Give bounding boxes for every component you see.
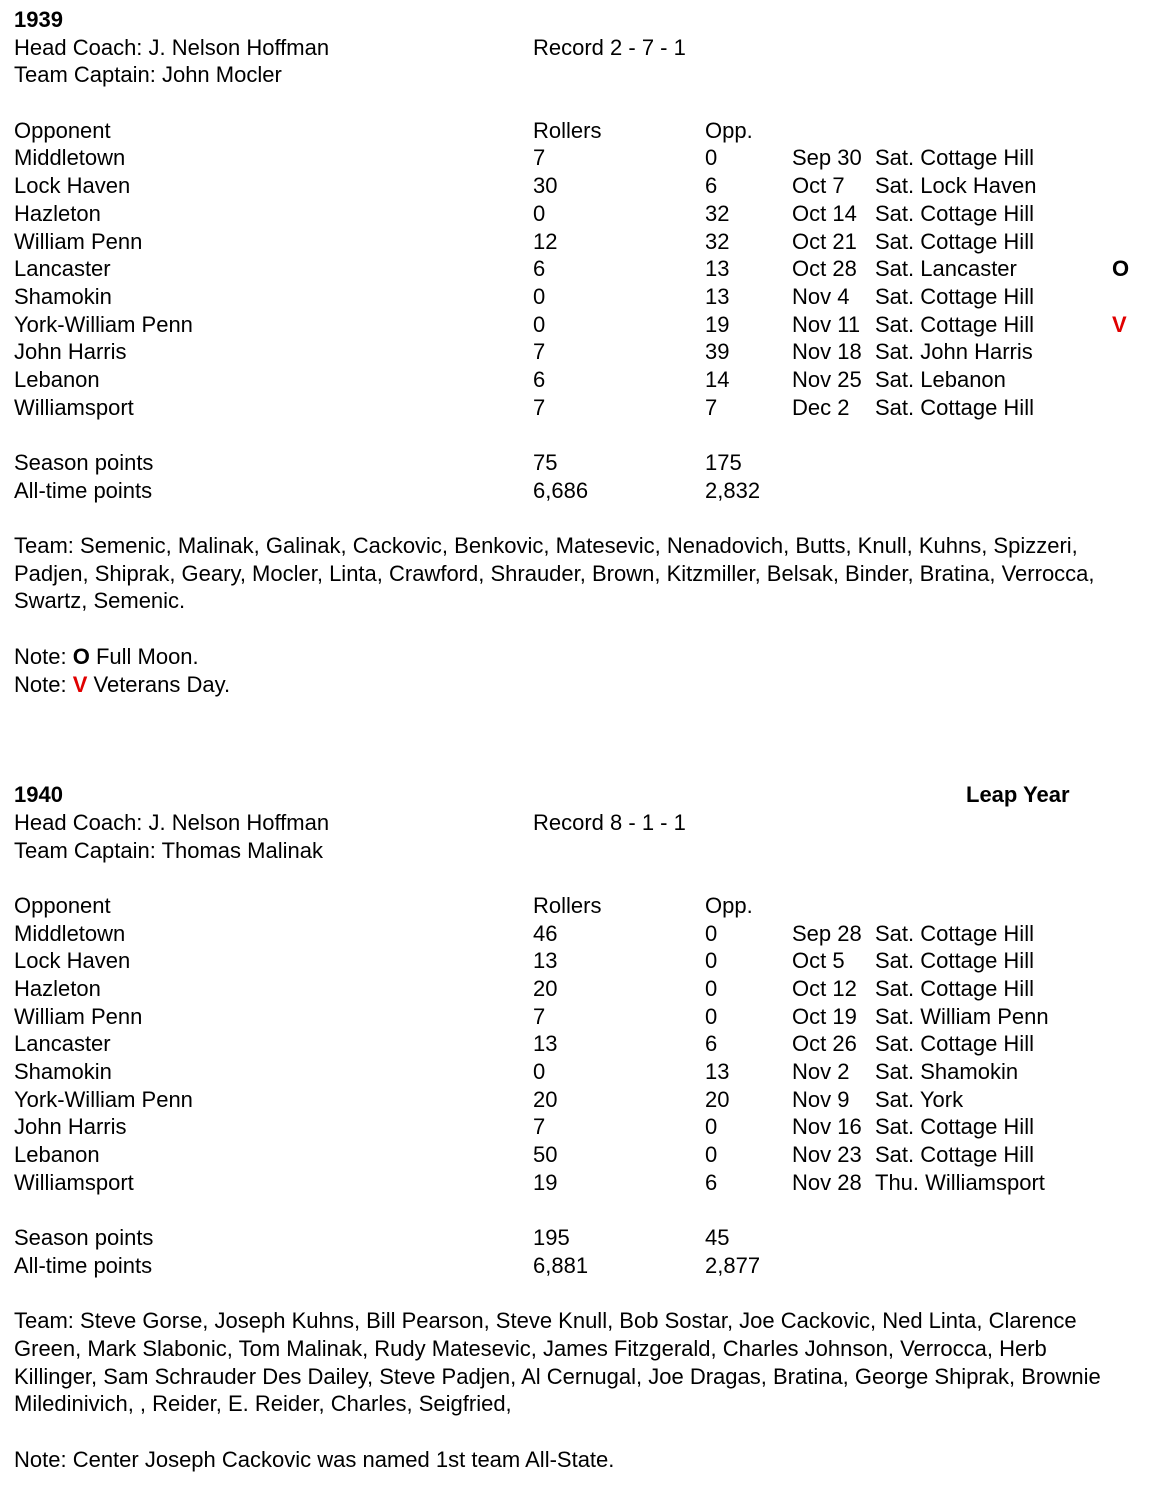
game-row	[14, 1141, 1144, 1169]
game-opp-score: 0	[705, 1142, 718, 1168]
header-opponent: Opponent	[14, 892, 111, 918]
game-date: Nov 28	[792, 1169, 862, 1195]
game-day-place: Sat. Cottage Hill	[875, 200, 1034, 226]
head-coach: Head Coach: J. Nelson Hoffman	[14, 34, 330, 60]
header-opponent: Opponent	[14, 117, 111, 143]
season-section-1939	[14, 6, 1144, 781]
game-rollers-score: 7	[533, 1003, 546, 1029]
game-opp-score: 39	[705, 339, 730, 365]
season-record: Record 2 - 7 - 1	[533, 34, 686, 60]
game-rollers-score: 13	[533, 1031, 558, 1057]
game-opponent: Middletown	[14, 145, 126, 171]
alltime-points-row	[14, 1252, 1144, 1280]
game-date: Nov 9	[792, 1086, 850, 1112]
game-day-place: Sat. Cottage Hill	[875, 394, 1034, 420]
game-row	[14, 1003, 1144, 1031]
game-opp-score: 6	[705, 1169, 718, 1195]
game-opponent: Williamsport	[14, 394, 134, 420]
game-opponent: Shamokin	[14, 283, 112, 309]
game-opponent: Lock Haven	[14, 173, 131, 199]
table-header	[14, 117, 1144, 145]
season-extra-note: Leap Year	[966, 782, 1070, 808]
game-opponent: John Harris	[14, 1114, 127, 1140]
game-row	[14, 1030, 1144, 1058]
game-opp-score: 32	[705, 228, 730, 254]
game-row	[14, 228, 1144, 256]
header-opp: Opp.	[705, 892, 753, 918]
team-captain: Team Captain: John Mocler	[14, 62, 282, 88]
game-rollers-score: 20	[533, 1086, 558, 1112]
game-rollers-score: 30	[533, 173, 558, 199]
season-points-label: Season points	[14, 450, 154, 475]
game-rollers-score: 50	[533, 1142, 558, 1168]
game-day-place: Sat. John Harris	[875, 339, 1033, 365]
header-rollers: Rollers	[533, 892, 602, 918]
game-rollers-score: 6	[533, 256, 546, 282]
spacer	[14, 1280, 1144, 1308]
team-captain: Team Captain: Thomas Malinak	[14, 837, 323, 863]
game-rollers-score: 7	[533, 145, 546, 171]
season-points-row	[14, 449, 1144, 477]
game-day-place: Sat. Cottage Hill	[875, 1114, 1034, 1140]
year-line	[14, 781, 1144, 809]
alltime-points-label: All-time points	[14, 1252, 153, 1278]
game-row	[14, 311, 1144, 339]
alltime-points-opp: 2,877	[705, 1252, 761, 1278]
game-opp-score: 13	[705, 283, 730, 309]
game-opp-score: 20	[705, 1086, 730, 1112]
game-date: Nov 16	[792, 1114, 862, 1140]
game-day-place: Sat. Cottage Hill	[875, 976, 1034, 1002]
game-opp-score: 0	[705, 976, 718, 1002]
game-opp-score: 0	[705, 145, 718, 171]
game-rollers-score: 6	[533, 366, 546, 392]
game-date: Oct 26	[792, 1031, 857, 1057]
game-date: Oct 5	[792, 948, 845, 974]
game-rollers-score: 0	[533, 1059, 546, 1085]
game-rollers-score: 19	[533, 1169, 558, 1195]
game-date: Nov 25	[792, 366, 862, 392]
game-rollers-score: 7	[533, 394, 546, 420]
game-row	[14, 172, 1144, 200]
team-roster: Team: Steve Gorse, Joseph Kuhns, Bill Pearson, Steve Knull, Bob Sostar, Joe Cackovic, Ned Linta, Clarence Green, Mark Slabonic, Tom Malinak, Rudy Matesevic, James Fitzgerald, Charles Johnson, Verrocca, Herb Killinger, Sam Schrauder Des Dailey, Steve Padjen, Al Cernugal, Joe Dragas, Bratina, George Shiprak, Brownie Miledinivich, , Reider, E. Reider, Charles, Seigfried,	[14, 1308, 1101, 1417]
coach-line	[14, 809, 1144, 837]
game-row	[14, 1058, 1144, 1086]
game-opponent: William Penn	[14, 228, 143, 254]
game-opponent: Middletown	[14, 920, 126, 946]
game-day-place: Sat. Lebanon	[875, 366, 1006, 392]
captain-line	[14, 61, 1144, 89]
section-gap	[14, 698, 1144, 781]
game-row	[14, 338, 1144, 366]
game-row	[14, 394, 1144, 422]
spacer	[14, 1197, 1144, 1225]
game-row	[14, 1169, 1144, 1197]
game-opponent: Hazleton	[14, 200, 101, 226]
game-day-place: Sat. Cottage Hill	[875, 283, 1034, 309]
alltime-points-rollers: 6,686	[533, 477, 589, 503]
game-date: Oct 14	[792, 200, 857, 226]
game-day-place: Sat. Cottage Hill	[875, 948, 1034, 974]
game-row	[14, 1113, 1144, 1141]
note-line	[14, 643, 1144, 671]
game-opp-score: 7	[705, 394, 718, 420]
game-day-place: Sat. Cottage Hill	[875, 311, 1034, 337]
game-opp-score: 14	[705, 366, 730, 392]
note-symbol: V	[72, 671, 88, 697]
game-row	[14, 947, 1144, 975]
game-row	[14, 283, 1144, 311]
spacer	[14, 89, 1144, 117]
season-section-1940	[14, 781, 1144, 1473]
game-date: Nov 2	[792, 1059, 850, 1085]
note-text: Note: Center Joseph Cackovic was named 1st team All-State.	[14, 1446, 615, 1472]
alltime-points-row	[14, 477, 1144, 505]
game-day-place: Sat. Cottage Hill	[875, 145, 1034, 171]
game-rollers-score: 0	[533, 311, 546, 337]
document-page	[14, 6, 1144, 1473]
game-opponent: York-William Penn	[14, 311, 193, 337]
season-points-row	[14, 1224, 1144, 1252]
note-line	[14, 1446, 1144, 1474]
game-day-place: Sat. Shamokin	[875, 1059, 1019, 1085]
game-day-place: Sat. Cottage Hill	[875, 228, 1034, 254]
game-row	[14, 1086, 1144, 1114]
game-rollers-score: 0	[533, 200, 546, 226]
game-opponent: York-William Penn	[14, 1086, 193, 1112]
game-opponent: Shamokin	[14, 1059, 112, 1085]
note-line	[14, 671, 1144, 699]
game-row	[14, 920, 1144, 948]
game-row	[14, 255, 1144, 283]
game-opponent: John Harris	[14, 339, 127, 365]
season-record: Record 8 - 1 - 1	[533, 809, 686, 835]
season-year: 1940	[14, 782, 63, 808]
game-opp-score: 0	[705, 1003, 718, 1029]
game-opponent: Lebanon	[14, 1142, 100, 1168]
game-date: Sep 30	[792, 145, 862, 171]
game-opponent: Hazleton	[14, 976, 101, 1002]
season-points-label: Season points	[14, 1225, 154, 1251]
game-date: Sep 28	[792, 920, 862, 946]
game-rollers-score: 12	[533, 228, 558, 254]
season-year: 1939	[14, 7, 63, 32]
game-rollers-score: 7	[533, 1114, 546, 1140]
game-opponent: Lancaster	[14, 256, 111, 282]
game-rollers-score: 7	[533, 339, 546, 365]
spacer	[14, 1418, 1144, 1446]
game-date: Nov 18	[792, 339, 862, 365]
game-date: Nov 23	[792, 1142, 862, 1168]
game-date: Oct 28	[792, 256, 857, 282]
note-text: Veterans Day.	[87, 671, 231, 697]
game-opponent: Lock Haven	[14, 948, 131, 974]
game-row	[14, 366, 1144, 394]
game-day-place: Sat. Cottage Hill	[875, 920, 1034, 946]
spacer	[14, 864, 1144, 892]
game-date: Oct 7	[792, 173, 845, 199]
game-marker: O	[1112, 256, 1130, 282]
table-header	[14, 892, 1144, 920]
game-rollers-score: 0	[533, 283, 546, 309]
game-opponent: Lancaster	[14, 1031, 111, 1057]
game-date: Oct 12	[792, 976, 857, 1002]
team-roster: Team: Semenic, Malinak, Galinak, Cackovic, Benkovic, Matesevic, Nenadovich, Butts, Knull, Kuhns, Spizzeri, Padjen, Shiprak, Geary, Mocler, Linta, Crawford, Shrauder, Brown, Kitzmiller, Belsak, Binder, Bratina, Verrocca, Swartz, Semenic.	[14, 533, 1095, 614]
head-coach: Head Coach: J. Nelson Hoffman	[14, 809, 330, 835]
season-points-opp: 175	[705, 450, 742, 475]
spacer	[14, 615, 1144, 643]
game-opp-score: 13	[705, 1059, 730, 1085]
game-day-place: Sat. Cottage Hill	[875, 1031, 1034, 1057]
alltime-points-opp: 2,832	[705, 477, 761, 503]
game-rollers-score: 13	[533, 948, 558, 974]
season-points-rollers: 195	[533, 1225, 570, 1251]
game-date: Nov 11	[792, 311, 861, 337]
game-rollers-score: 20	[533, 976, 558, 1002]
coach-line	[14, 34, 1144, 62]
game-row	[14, 200, 1144, 228]
game-day-place: Sat. Lock Haven	[875, 173, 1037, 199]
game-day-place: Sat. Lancaster	[875, 256, 1017, 282]
game-opp-score: 13	[705, 256, 730, 282]
game-opp-score: 19	[705, 311, 730, 337]
game-opponent: William Penn	[14, 1003, 143, 1029]
season-points-opp: 45	[705, 1225, 730, 1251]
game-opp-score: 0	[705, 1114, 718, 1140]
captain-line	[14, 837, 1144, 865]
alltime-points-rollers: 6,881	[533, 1252, 589, 1278]
header-rollers: Rollers	[533, 117, 602, 143]
game-row	[14, 975, 1144, 1003]
season-points-rollers: 75	[533, 450, 558, 475]
note-symbol: O	[72, 643, 90, 669]
game-day-place: Thu. Williamsport	[875, 1169, 1045, 1195]
game-day-place: Sat. York	[875, 1086, 964, 1112]
game-date: Oct 19	[792, 1003, 857, 1029]
game-opponent: Williamsport	[14, 1169, 134, 1195]
game-opp-score: 0	[705, 920, 718, 946]
game-row	[14, 144, 1144, 172]
note-prefix: Note:	[14, 643, 73, 669]
note-prefix: Note:	[14, 671, 73, 697]
game-opp-score: 32	[705, 200, 730, 226]
game-rollers-score: 46	[533, 920, 558, 946]
note-text: Full Moon.	[89, 643, 199, 669]
game-opp-score: 0	[705, 948, 718, 974]
game-date: Dec 2	[792, 394, 850, 420]
spacer	[14, 421, 1144, 449]
game-marker: V	[1112, 311, 1127, 337]
spacer	[14, 504, 1144, 532]
game-date: Oct 21	[792, 228, 857, 254]
game-opponent: Lebanon	[14, 366, 100, 392]
game-opp-score: 6	[705, 1031, 718, 1057]
game-opp-score: 6	[705, 173, 718, 199]
game-day-place: Sat. Cottage Hill	[875, 1142, 1034, 1168]
header-opp: Opp.	[705, 117, 753, 143]
alltime-points-label: All-time points	[14, 477, 153, 503]
year-line	[14, 6, 1144, 34]
game-day-place: Sat. William Penn	[875, 1003, 1049, 1029]
game-date: Nov 4	[792, 283, 850, 309]
